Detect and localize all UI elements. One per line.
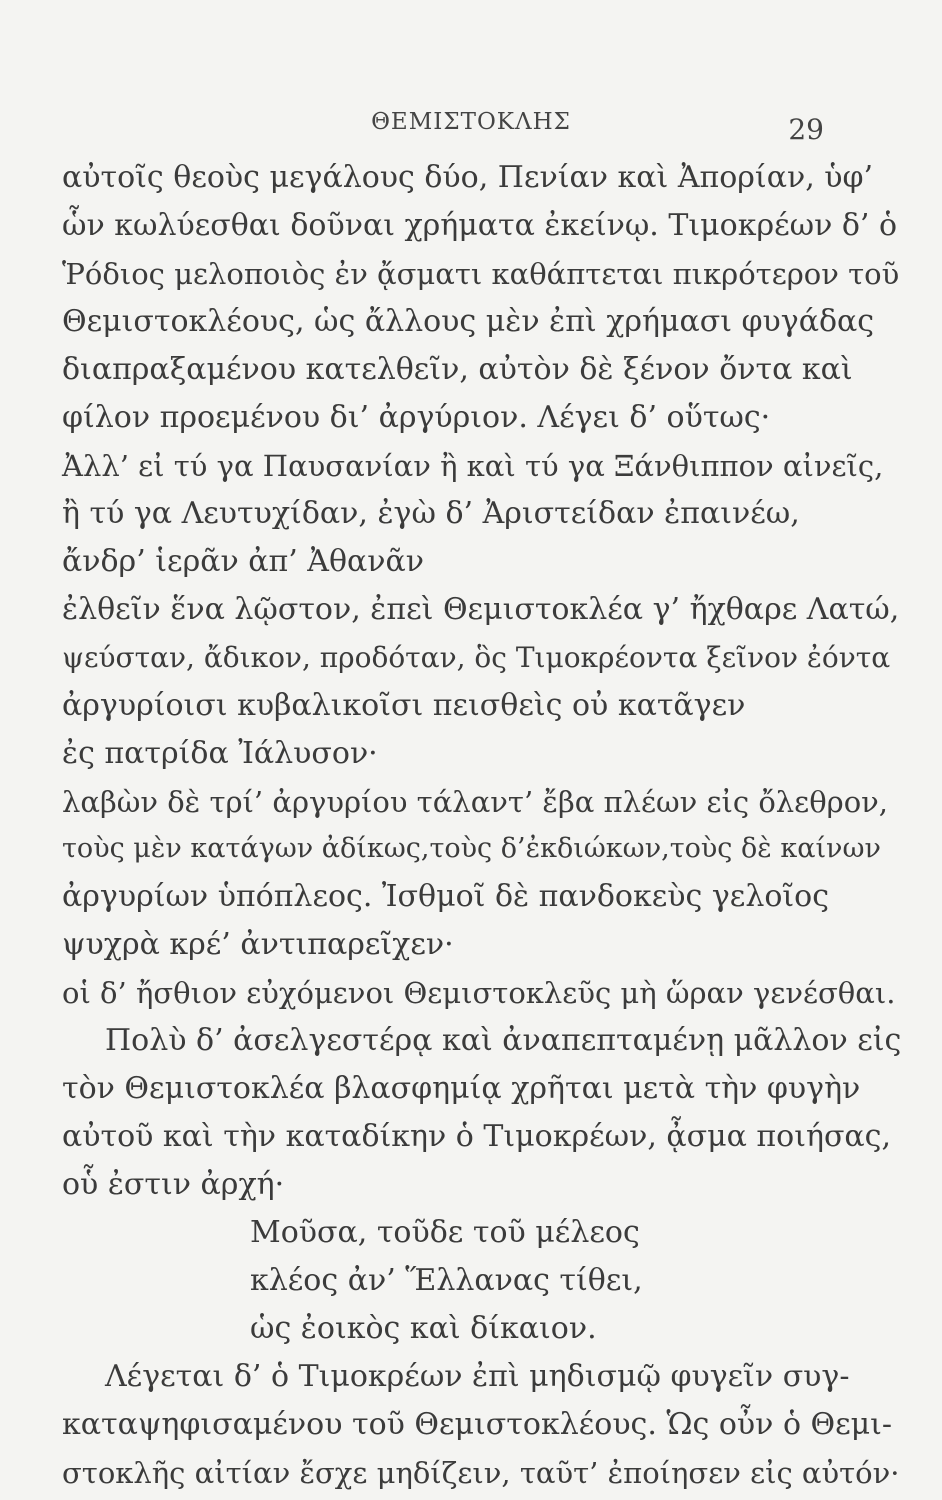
page-number: 29 bbox=[788, 113, 824, 146]
verse-line: κλέος ἀν’ Ἕλλανας τίθει, bbox=[250, 1263, 643, 1298]
verse-line: λαβὼν δὲ τρί’ ἀργυρίου τάλαντ’ ἔβα πλέων εἰς ὄλεθρον, bbox=[62, 785, 889, 819]
text-line: καταψηφισαμένου τοῦ Θεμιστοκλέους. Ὡς οὖν ὁ Θεμι- bbox=[62, 1407, 893, 1442]
verse-line: Μοῦσα, τοῦδε τοῦ μέλεος bbox=[250, 1215, 640, 1250]
verse-line: ἐς πατρίδα Ἰάλυσον· bbox=[62, 736, 378, 771]
verse-line: ἄνδρ’ ἱερᾶν ἀπ’ Ἀθανᾶν bbox=[62, 544, 425, 579]
verse-line: ἐλθεῖν ἕνα λῷστον, ἐπεὶ Θεμιστοκλέα γ’ ἤχθαρε Λατώ, bbox=[62, 592, 900, 627]
text-line: φίλον προεμένου δι’ ἀργύριον. Λέγει δ’ οὕτως· bbox=[62, 400, 771, 435]
text-line: Θεμιστοκλέους, ὡς ἄλλους μὲν ἐπὶ χρήμασι φυγάδας bbox=[62, 304, 875, 339]
verse-line: ἀργυρίοισι κυβαλικοῖσι πεισθεὶς οὐ κατᾶγεν bbox=[62, 688, 746, 723]
text-line: στοκλῆς αἰτίαν ἔσχε μηδίζειν, ταῦτ’ ἐποίησεν εἰς αὐτόν· bbox=[62, 1456, 900, 1490]
text-line: αὐτοῦ καὶ τὴν καταδίκην ὁ Τιμοκρέων, ᾆσμα ποιήσας, bbox=[62, 1119, 892, 1154]
text-line: τὸν Θεμιστοκλέα βλασφημίᾳ χρῆται μετὰ τὴν φυγὴν bbox=[62, 1071, 861, 1106]
text-line: Ῥόδιος μελοποιὸς ἐν ᾄσματι καθάπτεται πικρότερον τοῦ bbox=[62, 257, 900, 291]
verse-line: ὡς ἐοικὸς καὶ δίκαιον. bbox=[250, 1311, 597, 1346]
text-line: διαπραξαμένου κατελθεῖν, αὐτὸν δὲ ξένον ὄντα καὶ bbox=[62, 352, 853, 387]
text-line: ὧν κωλύεσθαι δοῦναι χρήματα ἐκείνῳ. Τιμοκρέων δ’ ὁ bbox=[62, 208, 898, 243]
text-line: Πολὺ δ’ ἀσελγεστέρᾳ καὶ ἀναπεπταμένῃ μᾶλλον εἰς bbox=[105, 1023, 902, 1058]
verse-line: ψυχρὰ κρέ’ ἀντιπαρεῖχεν· bbox=[62, 927, 454, 962]
verse-line: ἀργυρίων ὑπόπλεος. Ἰσθμοῖ δὲ πανδοκεὺς γελοῖος bbox=[62, 879, 830, 914]
verse-line: Ἀλλ’ εἰ τύ γα Παυσανίαν ἢ καὶ τύ γα Ξάνθιππον αἰνεῖς, bbox=[62, 449, 884, 483]
running-title: ΘΕΜΙΣΤΟΚΛΗΣ bbox=[371, 109, 571, 135]
text-line: αὐτοῖς θεοὺς μεγάλους δύο, Πενίαν καὶ Ἀπορίαν, ὑφ’ bbox=[62, 160, 874, 195]
verse-line: ἢ τύ γα Λευτυχίδαν, ἐγὼ δ’ Ἀριστείδαν ἐπαινέω, bbox=[62, 496, 800, 531]
text-line: οὗ ἐστιν ἀρχή· bbox=[62, 1167, 285, 1202]
page-header bbox=[0, 103, 942, 146]
verse-line: ψεύσταν, ἄδικον, προδόταν, ὃς Τιμοκρέοντα ξεῖνον ἐόντα bbox=[62, 641, 891, 674]
text-line: Λέγεται δ’ ὁ Τιμοκρέων ἐπὶ μηδισμῷ φυγεῖν συγ- bbox=[105, 1359, 850, 1394]
verse-line: τοὺς μὲν κατάγων ἀδίκως,τοὺς δ’ἐκδιώκων,τοὺς δὲ καίνων bbox=[62, 833, 881, 864]
verse-line: οἱ δ’ ἤσθιον εὐχόμενοι Θεμιστοκλεῦς μὴ ὥραν γενέσθαι. bbox=[62, 976, 896, 1010]
